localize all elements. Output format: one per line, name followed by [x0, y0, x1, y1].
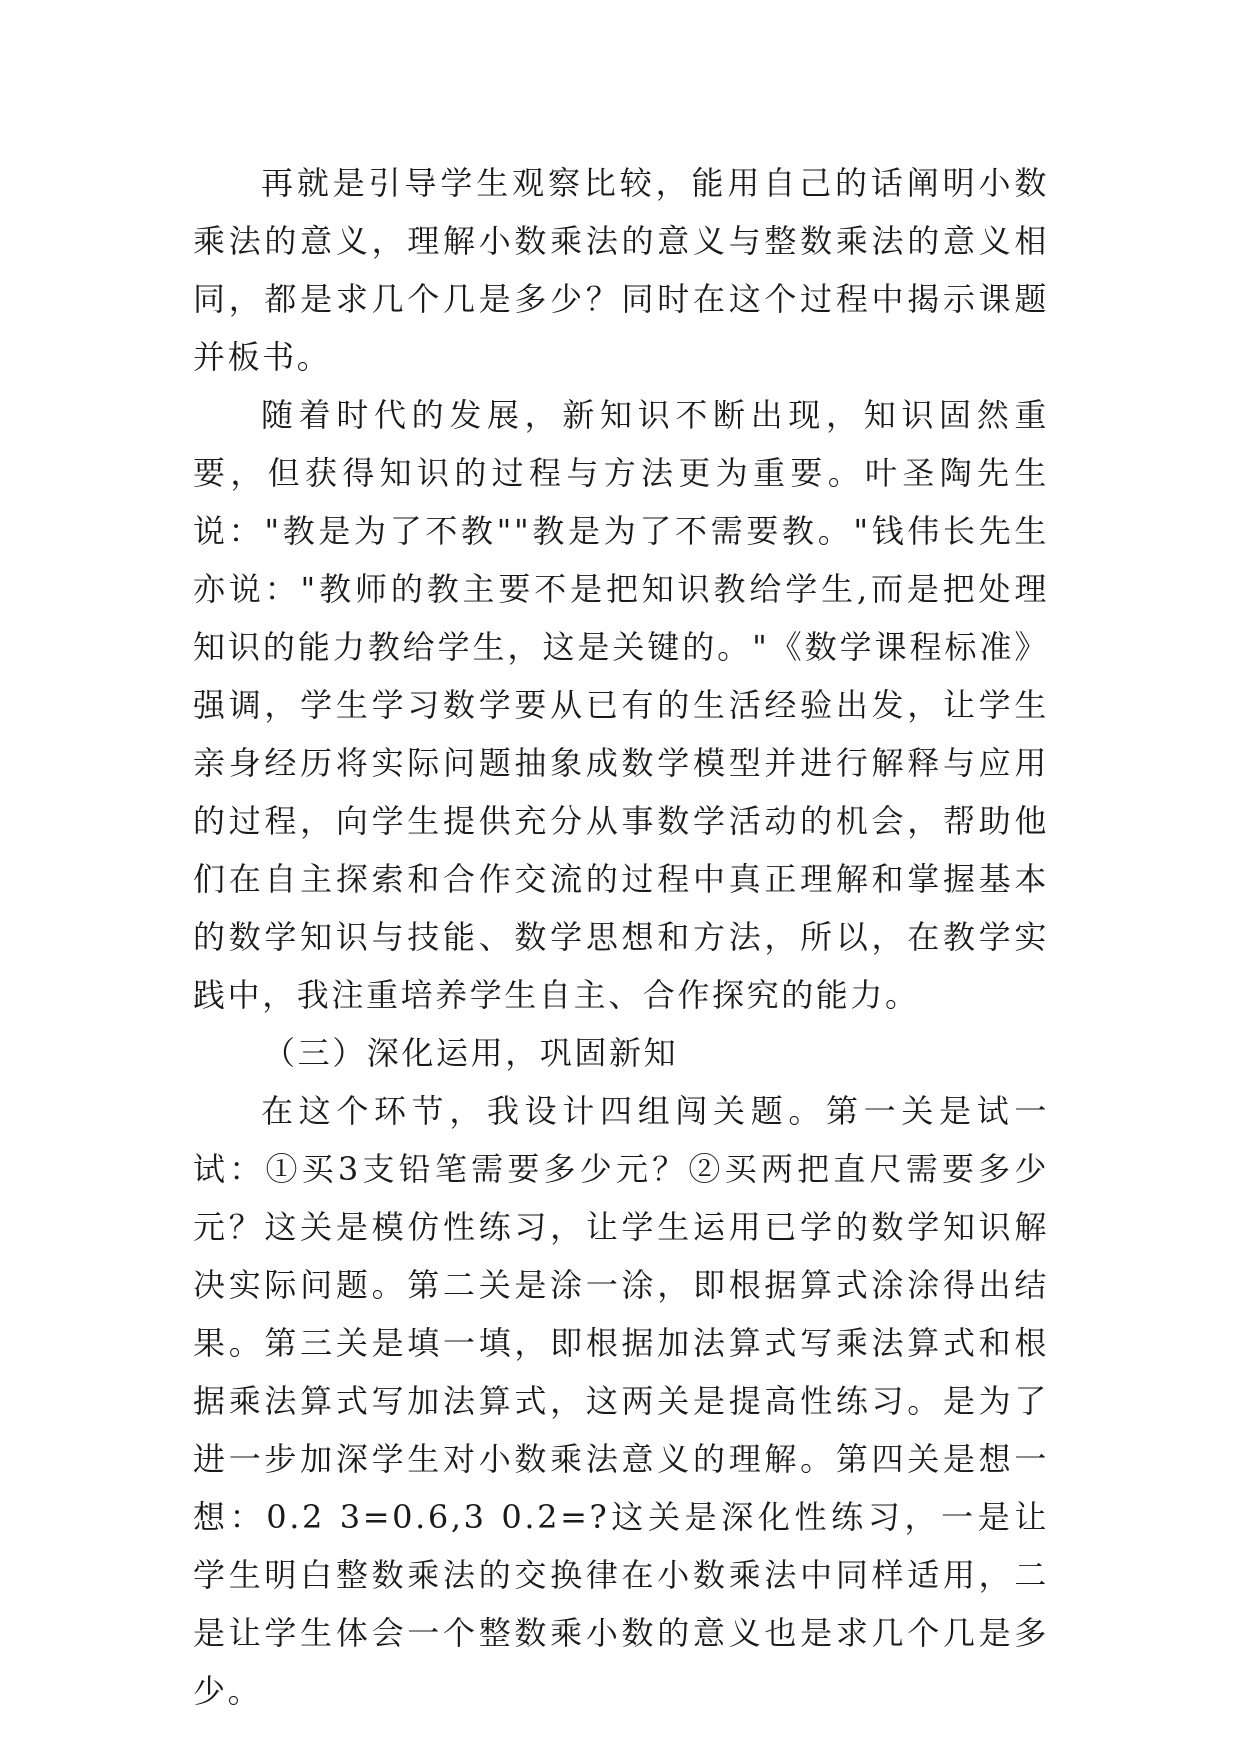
document-body: [193, 154, 1049, 1720]
section-heading-3: （三）深化运用，巩固新知: [263, 1034, 679, 1072]
paragraph-knowledge-process: 随着时代的发展，新知识不断出现，知识固然重要，但获得知识的过程与方法更为重要。叶圣陶先生说："教是为了不教""教是为了不需要教。"钱伟长先生亦说："教师的教主要不是把知识教给学生,而是把处理知识的能力教给学生，这是关键的。"《数学课程标准》强调，学生学习数学要从已有的生活经验出发，让学生亲身经历将实际问题抽象成数学模型并进行解释与应用的过程，向学生提供充分从事数学活动的机会，帮助他们在自主探索和合作交流的过程中真正理解和掌握基本的数学知识与技能、数学思想和方法，所以，在教学实践中，我注重培养学生自主、合作探究的能力。: [193, 396, 1049, 1014]
paragraph-intro: 再就是引导学生观察比较，能用自己的话阐明小数乘法的意义，理解小数乘法的意义与整数乘法的意义相同，都是求几个几是多少？同时在这个过程中揭示课题并板书。: [193, 164, 1049, 376]
paragraph-exercises: 在这个环节，我设计四组闯关题。第一关是试一试：①买3支铅笔需要多少元？②买两把直尺需要多少元？这关是模仿性练习，让学生运用已学的数学知识解决实际问题。第二关是涂一涂，即根据算式涂涂得出结果。第三关是填一填，即根据加法算式写乘法算式和根据乘法算式写加法算式，这两关是提高性练习。是为了进一步加深学生对小数乘法意义的理解。第四关是想一想：0.2 3=0.6,3 0.2=?这关是深化性练习，一是让学生明白整数乘法的交换律在小数乘法中同样适用，二是让学生体会一个整数乘小数的意义也是求几个几是多少。: [193, 1092, 1049, 1710]
